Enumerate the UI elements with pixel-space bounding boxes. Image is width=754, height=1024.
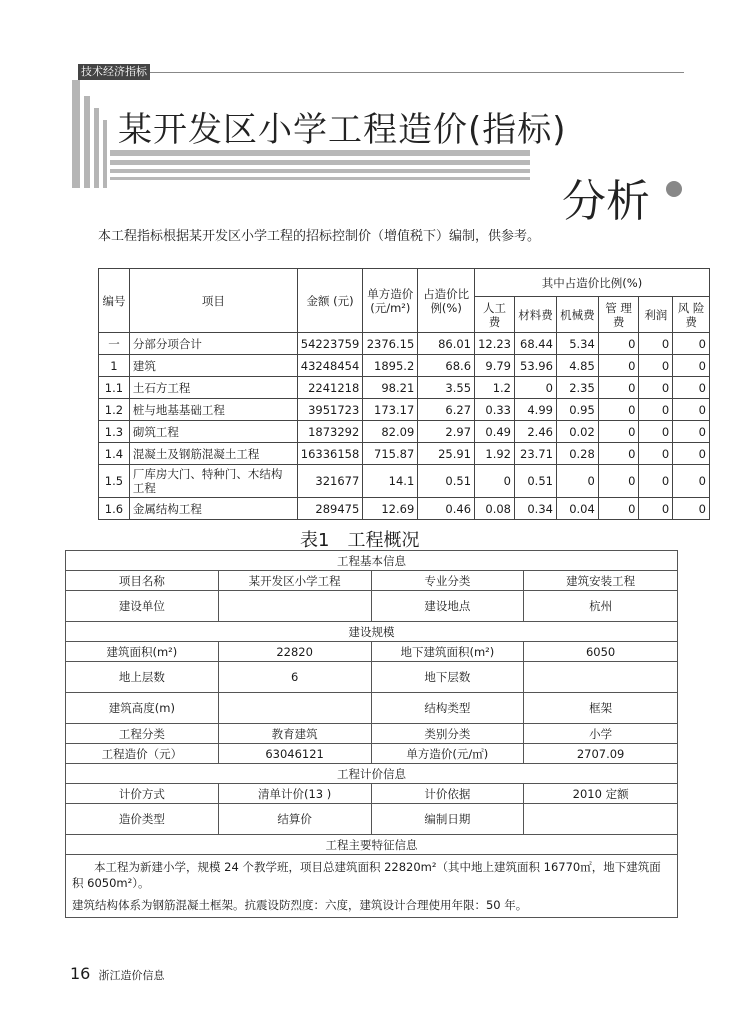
col-header-risk: 风 险 费 <box>673 297 710 333</box>
value-method: 清单计价(13 ) <box>218 784 371 804</box>
label-floors-below: 地下层数 <box>371 662 524 693</box>
label-structure: 结构类型 <box>371 693 524 724</box>
value-area: 22820 <box>218 642 371 662</box>
table-row: 1 建筑 43248454 1895.2 68.6 9.79 53.96 4.85 0 0 0 <box>99 355 710 377</box>
label-price-type: 造价类型 <box>66 804 219 835</box>
decor-stripe <box>110 160 530 165</box>
value-floors-below <box>524 662 678 693</box>
value-structure: 框架 <box>524 693 678 724</box>
col-header-item: 项目 <box>129 269 297 333</box>
value-floors-above: 6 <box>218 662 371 693</box>
publication-name: 浙江造价信息 <box>98 969 165 982</box>
page-title-suffix: 分析 <box>562 176 650 227</box>
value-price-type: 结算价 <box>218 804 371 835</box>
cost-breakdown-table <box>98 268 710 520</box>
value-underground-area: 6050 <box>524 642 678 662</box>
col-header-material: 材料费 <box>515 297 557 333</box>
col-header-group: 其中占造价比例(%) <box>475 269 710 297</box>
value-height <box>218 693 371 724</box>
table-row: 1.5 厂库房大门、特种门、木结构工程 321677 14.1 0.51 0 0.51 0 0 0 0 <box>99 465 710 498</box>
table-caption: 表1 工程概况 <box>300 530 420 551</box>
table-row: 1.2 桩与地基基础工程 3951723 173.17 6.27 0.33 4.99 0.95 0 0 0 <box>99 399 710 421</box>
label-location: 建设地点 <box>371 591 524 622</box>
label-compile-date: 编制日期 <box>371 804 524 835</box>
section-scale: 建设规模 <box>66 622 678 642</box>
section-label: 技术经济指标 <box>78 64 150 80</box>
label-height: 建筑高度(m) <box>66 693 219 724</box>
col-header-management: 管 理 费 <box>598 297 639 333</box>
value-type: 小学 <box>524 724 678 744</box>
decor-bar <box>72 80 80 188</box>
label-unit-cost: 单方造价(元/㎡) <box>371 744 524 764</box>
value-unit-cost: 2707.09 <box>524 744 678 764</box>
table-row: 1.3 砌筑工程 1873292 82.09 2.97 0.49 2.46 0.02 0 0 0 <box>99 421 710 443</box>
decor-stripe <box>110 150 530 156</box>
features-paragraph: 本工程为新建小学，规模 24 个教学班，项目总建筑面积 22820m²（其中地上建筑面积 16770㎡，地下建筑面积 6050m²）。 <box>72 860 661 890</box>
page-number: 16 <box>70 964 91 983</box>
table-row: 1.6 金属结构工程 289475 12.69 0.46 0.08 0.34 0.04 0 0 0 <box>99 498 710 520</box>
label-category: 工程分类 <box>66 724 219 744</box>
intro-text: 本工程指标根据某开发区小学工程的招标控制价（增值税下）编制，供参考。 <box>98 229 541 244</box>
value-location: 杭州 <box>524 591 678 622</box>
page-title: 某开发区小学工程造价(指标) <box>118 110 567 150</box>
label-cost: 工程造价（元） <box>66 744 219 764</box>
label-discipline: 专业分类 <box>371 571 524 591</box>
col-header-amount: 金额 (元) <box>297 269 363 333</box>
label-floors-above: 地上层数 <box>66 662 219 693</box>
decor-bar <box>84 96 90 188</box>
col-header-labor: 人工费 <box>475 297 515 333</box>
col-header-no: 编号 <box>99 269 130 333</box>
label-basis: 计价依据 <box>371 784 524 804</box>
section-basic-info: 工程基本信息 <box>66 551 678 571</box>
label-method: 计价方式 <box>66 784 219 804</box>
project-overview-table <box>65 550 678 918</box>
decor-stripe <box>110 177 530 180</box>
decor-bar <box>103 120 107 188</box>
decor-stripe <box>110 169 530 173</box>
decor-bar <box>94 108 99 188</box>
label-area: 建筑面积(m²) <box>66 642 219 662</box>
col-header-machine: 机械费 <box>556 297 598 333</box>
table-row: 1.4 混凝土及钢筋混凝土工程 16336158 715.87 25.91 1.92 23.71 0.28 0 0 0 <box>99 443 710 465</box>
table-row: 一 分部分项合计 54223759 2376.15 86.01 12.23 68.44 5.34 0 0 0 <box>99 333 710 355</box>
value-discipline: 建筑安装工程 <box>524 571 678 591</box>
table-row: 1.1 土石方工程 2241218 98.21 3.55 1.2 0 2.35 0 0 0 <box>99 377 710 399</box>
col-header-unit-cost: 单方造价(元/m²) <box>363 269 418 333</box>
features-text <box>66 855 678 918</box>
section-pricing: 工程计价信息 <box>66 764 678 784</box>
value-basis: 2010 定额 <box>524 784 678 804</box>
value-cost: 63046121 <box>218 744 371 764</box>
label-type: 类别分类 <box>371 724 524 744</box>
value-builder <box>218 591 371 622</box>
bullet-dot-icon <box>666 181 682 197</box>
page-footer <box>70 964 164 983</box>
header-rule <box>78 72 684 73</box>
col-header-share: 占造价比例(%) <box>418 269 475 333</box>
label-underground-area: 地下建筑面积(m²) <box>371 642 524 662</box>
value-compile-date <box>524 804 678 835</box>
col-header-profit: 利润 <box>639 297 673 333</box>
value-project-name: 某开发区小学工程 <box>218 571 371 591</box>
label-project-name: 项目名称 <box>66 571 219 591</box>
features-paragraph: 建筑结构体系为钢筋混凝土框架。抗震设防烈度：六度，建筑设计合理使用年限：50 年。 <box>72 898 528 912</box>
section-features: 工程主要特征信息 <box>66 835 678 855</box>
value-category: 教育建筑 <box>218 724 371 744</box>
label-builder: 建设单位 <box>66 591 219 622</box>
